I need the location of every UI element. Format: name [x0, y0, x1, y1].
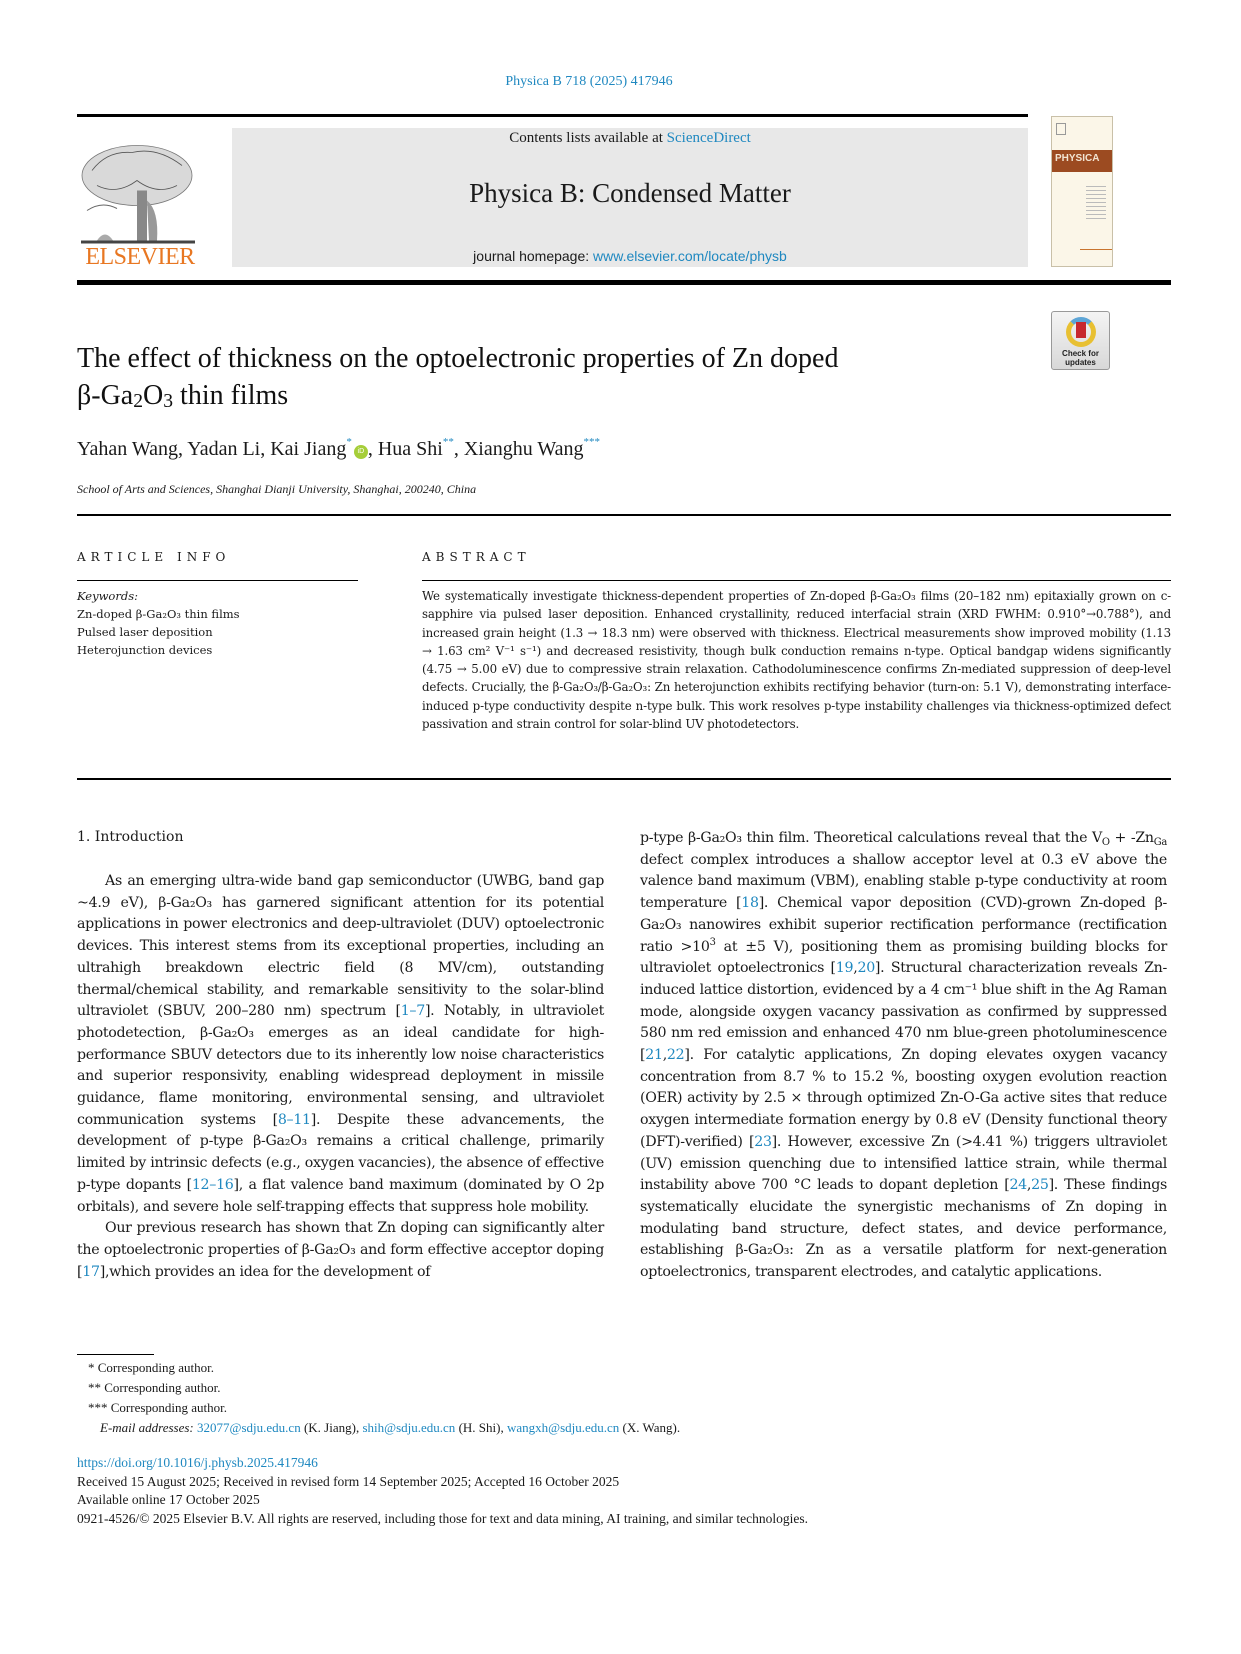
keyword-item: Pulsed laser deposition	[77, 625, 213, 639]
abstract-rule	[422, 580, 1171, 581]
article-info-heading: ARTICLE INFO	[77, 550, 231, 564]
intro-paragraph-2-continued: p-type β-Ga₂O₃ thin film. Theoretical calculations reveal that the $V_O + -Zn_{Ga}$ defect complex introduces a shallow acceptor level at 0.3 eV above the valence band maximum (VBM), enabling stable p-type conductivity at room temperature [18]. Chemical vapor deposition (CVD)-grown Zn-doped β-Ga₂O₃ nanowires exhibit superior rectification performance (rectification ratio $>10^3$ at ±5 V), positioning them as promising building blocks for ultraviolet optoelectronics [19,20]. Structural characterization reveals Zn-induced lattice distortion, evidenced by a 4 cm⁻¹ blue shift in the Ag Raman mode, alongside oxygen vacancy passivation as confirmed by suppressed 580 nm red emission and enhanced 470 nm blue-green photoluminescence [21,22]. For catalytic applications, Zn doping elevates oxygen vacancy concentration from 8.7 % to 15.2 %, boosting oxygen evolution reaction (OER) activity by 2.5 × through optimized Zn-O-Ga active sites that reduce oxygen intermediate formation energy by 0.8 eV (Density functional theory (DFT)-verified) [23]. However, excessive Zn (>4.41 %) triggers ultraviolet (UV) emission quenching due to intensified lattice strain, while thermal instability above 700 °C leads to dopant depletion [24,25]. These findings systematically elucidate the synergistic mechanisms of Zn doping in modulating band structure, defect states, and device performance, establishing β-Ga₂O₃: Zn as a versatile platform for next-generation optoelectronics, transparent electrodes, and catalytic applications.	[640, 830, 1167, 1281]
doi-link[interactable]: https://doi.org/10.1016/j.physb.2025.417946	[77, 1455, 318, 1470]
cover-publisher-icon	[1056, 123, 1066, 135]
citation-link[interactable]: 25	[1031, 1177, 1049, 1194]
email-link[interactable]: wangxh@sdju.edu.cn	[506, 1420, 620, 1435]
author-name[interactable]: Kai Jiang	[270, 438, 347, 460]
citation-link[interactable]: 12–16	[191, 1176, 234, 1193]
author-name[interactable]: Yahan Wang	[77, 438, 178, 460]
affiliation: School of Arts and Sciences, Shanghai Dianji University, Shanghai, 200240, China	[77, 482, 477, 496]
author-list: Yahan Wang, Yadan Li, Kai Jiang*iD , Hua Shi**, Xianghu Wang***	[77, 436, 600, 460]
author-name[interactable]: Xianghu Wang	[463, 438, 584, 460]
author-name[interactable]: Yadan Li	[187, 438, 261, 460]
footnote-rule	[77, 1354, 154, 1355]
corresponding-author-mark[interactable]: ***	[583, 436, 600, 448]
copyright-notice: 0921-4526/© 2025 Elsevier B.V. All rights are reserved, including those for text and data mining, AI training, and similar technologies.	[77, 1510, 808, 1526]
journal-homepage-line	[232, 248, 1028, 264]
header-bottom-rule	[77, 280, 1171, 285]
cover-rule	[1080, 249, 1112, 250]
keyword-item: Zn-doped β-Ga₂O₃ thin films	[77, 607, 240, 621]
article-title	[77, 340, 977, 414]
orcid-icon[interactable]: iD	[354, 445, 368, 459]
abstract-bottom-rule	[77, 778, 1171, 780]
footnote-corresponding-1: * Corresponding author.	[88, 1360, 215, 1375]
abstract-heading: ABSTRACT	[422, 550, 531, 564]
citation-link[interactable]: 1–7	[400, 1003, 425, 1020]
corresponding-author-mark[interactable]: **	[442, 436, 454, 448]
elsevier-wordmark: ELSEVIER	[85, 244, 195, 270]
journal-title: Physica B: Condensed Matter	[469, 178, 791, 208]
citation-link[interactable]: 17	[82, 1263, 100, 1280]
email-addresses: E-mail addresses: 32077@sdju.edu.cn (K. Jiang), shih@sdju.edu.cn (H. Shi), wangxh@sdju.edu.cn (X. Wang).	[100, 1420, 681, 1435]
header-top-rule	[77, 114, 1028, 117]
contents-available-line	[232, 130, 1028, 147]
sciencedirect-link[interactable]: ScienceDirect	[666, 130, 751, 146]
footnote-corresponding-3: *** Corresponding author.	[88, 1400, 228, 1415]
intro-paragraph-2: Our previous research has shown that Zn doping can significantly alter the optoelectronic properties of β-Ga₂O₃ and form effective acceptor doping [17],which provides an idea for the development of	[77, 1220, 604, 1280]
body-column-left	[77, 871, 604, 1283]
citation-link[interactable]: 8–11	[277, 1111, 311, 1128]
keywords-label: Keywords:	[77, 589, 138, 603]
journal-reference-link[interactable]: Physica B 718 (2025) 417946	[505, 74, 673, 89]
homepage-prefix: journal homepage:	[473, 248, 594, 264]
contents-prefix: Contents lists available at	[509, 130, 667, 146]
available-online-date: Available online 17 October 2025	[77, 1492, 260, 1507]
cover-title-band	[1052, 150, 1112, 172]
journal-homepage-link[interactable]: www.elsevier.com/locate/physb	[593, 248, 787, 264]
title-line-2: $\beta-Ga_2O_3$ thin films	[77, 380, 289, 412]
citation-link[interactable]: 18	[741, 895, 759, 912]
body-column-right	[640, 828, 1167, 1284]
title-line-1: The effect of thickness on the optoelectronic properties of Zn doped	[77, 343, 839, 374]
intro-paragraph-1: As an emerging ultra-wide band gap semiconductor (UWBG, band gap ~4.9 eV), β-Ga₂O₃ has garnered significant attention for its potential applications in power electronics and deep-ultraviolet (DUV) optoelectronic devices. This interest stems from its exceptional properties, including an ultrahigh breakdown electric field (8 MV/cm), outstanding thermal/chemical stability, and remarkable sensitivity to the solar-blind ultraviolet (SBUV, 200–280 nm) spectrum [1–7]. Notably, in ultraviolet photodetection, β-Ga₂O₃ emerges as an ideal candidate for high-performance SBUV detectors due to its inherently low noise characteristics and superior responsivity, enabling widespread deployment in missile guidance, flame monitoring, environmental sensing, and ultraviolet communication systems [8–11]. Despite these advancements, the development of p-type β-Ga₂O₃ remains a critical challenge, primarily limited by intrinsic defects (e.g., oxygen vacancies), the absence of effective p-type dopants [12–16], a flat valence band maximum (dominated by O 2p orbitals), and severe hole self-trapping effects that suppress hole mobility.	[77, 873, 604, 1215]
keyword-item: Heterojunction devices	[77, 643, 213, 657]
citation-link[interactable]: 24	[1009, 1177, 1027, 1194]
corresponding-author-mark[interactable]: *	[346, 436, 352, 448]
cover-title: PHYSICA	[1055, 153, 1100, 164]
citation-link[interactable]: 21	[645, 1047, 663, 1064]
abstract-text: We systematically investigate thickness-dependent properties of Zn-doped β-Ga₂O₃ films (20–182 nm) epitaxially grown on c-sapphire via pulsed laser deposition. Enhanced crystallinity, reduced interfacial strain (XRD FWHM: 0.910°→0.788°), and increased grain height (1.3 → 18.3 nm) were observed with thickness. Electrical measurements show improved mobility (1.13 → 1.63 cm² V⁻¹ s⁻¹) and decreased resistivity, though bulk conduction remains n-type. Optical bandgap widens significantly (4.75 → 5.00 eV) due to compressive strain relaxation. Cathodoluminescence confirms Zn-mediated suppression of deep-level defects. Crucially, the β-Ga₂O₃/β-Ga₂O₃: Zn heterojunction exhibits rectifying behavior (turn-on: 5.1 V), demonstrating interface-induced p-type conductivity despite n-type bulk. This work resolves p-type instability challenges via thickness-optimized defect passivation and strain control for solar-blind UV photodetectors.	[422, 589, 1171, 732]
citation-link[interactable]: 19	[835, 960, 854, 977]
cover-contents-lines	[1086, 183, 1106, 219]
author-name[interactable]: Hua Shi	[377, 438, 443, 460]
email-link[interactable]: 32077@sdju.edu.cn	[197, 1420, 301, 1435]
citation-link[interactable]: 20	[857, 960, 875, 977]
email-link[interactable]: shih@sdju.edu.cn	[362, 1420, 456, 1435]
check-for-updates-button[interactable]	[1051, 311, 1110, 370]
citation-link[interactable]: 23	[754, 1133, 772, 1150]
check-for-updates-label: Check for updates	[1062, 349, 1099, 367]
publication-info	[77, 1454, 808, 1528]
crossmark-flag-icon	[1076, 322, 1086, 338]
article-info-rule	[77, 580, 358, 581]
received-dates: Received 15 August 2025; Received in revised form 14 September 2025; Accepted 16 October 2025	[77, 1473, 620, 1489]
journal-cover-thumbnail[interactable]	[1051, 116, 1113, 267]
footnotes	[88, 1358, 680, 1438]
citation-link[interactable]: 22	[666, 1047, 685, 1064]
section-heading-introduction: 1. Introduction	[77, 829, 184, 845]
email-label: E-mail addresses:	[100, 1420, 194, 1435]
affiliation-rule	[77, 514, 1171, 516]
footnote-corresponding-2: ** Corresponding author.	[88, 1380, 221, 1395]
keywords-list	[77, 587, 240, 659]
